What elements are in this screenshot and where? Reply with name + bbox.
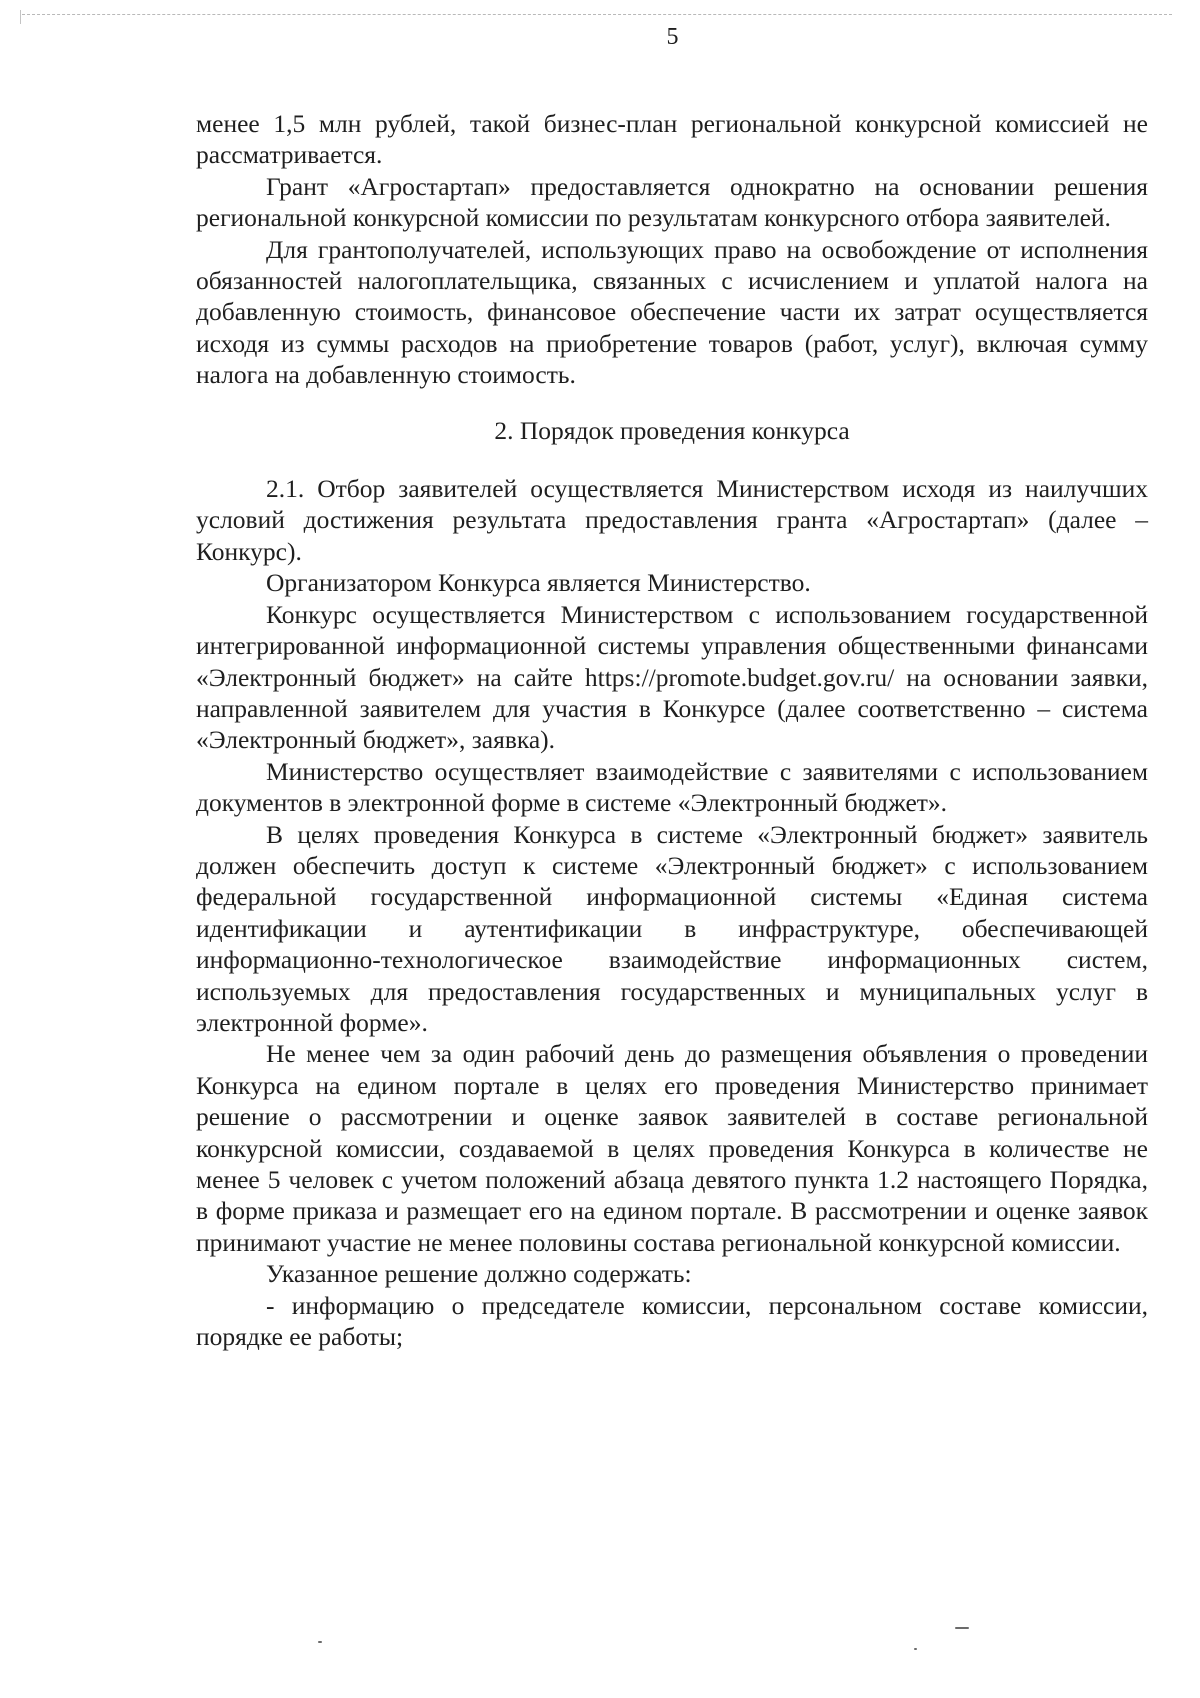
paragraph-grant-once: Грант «Агростартап» предоставляется однократно на основании решения региональной конкурсной комиссии по результатам конкурсного отбора заявителей.: [196, 171, 1148, 233]
scan-speck: [318, 1641, 322, 1643]
paragraph-commission-decision: Не менее чем за один рабочий день до размещения объявления о проведении Конкурса на едином портале в целях его проведения Министерство принимает решение о рассмотрении и оценке заявок заявителей в составе региональной конкурсной комиссии, создаваемой в целях проведения Конкурса в количестве не менее 5 человек с учетом положений абзаца девятого пункта 1.2 настоящего Порядка, в форме приказа и размещает его на едином портале. В рассмотрении и оценке заявок принимают участие не менее половины состава региональной конкурсной комиссии.: [196, 1039, 1148, 1257]
scan-speck: [955, 1627, 969, 1629]
section-heading: 2. Порядок проведения конкурса: [494, 415, 850, 445]
paragraph-continuation: менее 1,5 млн рублей, такой бизнес-план региональной конкурсной комиссией не рассматривается.: [196, 109, 1148, 170]
paragraph-2-1: 2.1. Отбор заявителей осуществляется Министерством исходя из наилучших условий достижения результата предоставления гранта «Агростартап» (далее – Конкурс).: [196, 474, 1148, 566]
scan-top-edge: [22, 14, 1172, 15]
document-body: [196, 108, 1148, 1352]
scan-speck: [914, 1648, 917, 1650]
paragraph-esia-access: В целях проведения Конкурса в системе «Электронный бюджет» заявитель должен обеспечить доступ к системе «Электронный бюджет» с использованием федеральной государственной информационной системы «Единая система идентификации и аутентификации в инфраструктуре, обеспечивающей информационно-технологическое взаимодействие информационных систем, используемых для предоставления государственных и муниципальных услуг в электронной форме».: [196, 819, 1148, 1037]
paragraph-interaction: Министерство осуществляет взаимодействие с заявителями с использованием документов в электронной форме в системе «Электронный бюджет».: [196, 756, 1148, 818]
paragraph-vat: Для грантополучателей, использующих право на освобождение от исполнения обязанностей налогоплательщика, связанных с исчислением и уплатой налога на добавленную стоимость, финансовое обеспечение части их затрат осуществляется исходя из суммы расходов на приобретение товаров (работ, услуг), включая сумму налога на добавленную стоимость.: [196, 234, 1148, 390]
paragraph-organizer: Организатором Конкурса является Министерство.: [266, 568, 811, 598]
paragraph-electronic-budget: Конкурс осуществляется Министерством с использованием государственной интегрированной информационной системы управления общественными финансами «Электронный бюджет» на сайте https://promote.budget.gov.ru/ на основании заявки, направленной заявителем для участия в Конкурсе (далее соответственно – система «Электронный бюджет», заявка).: [196, 599, 1148, 755]
scan-left-edge: [20, 10, 21, 24]
paragraph-decision-contents: Указанное решение должно содержать:: [266, 1259, 692, 1289]
page-number: 5: [666, 24, 679, 50]
list-item-commission-info: - информацию о председателе комиссии, персональном составе комиссии, порядке ее работы;: [196, 1290, 1148, 1352]
